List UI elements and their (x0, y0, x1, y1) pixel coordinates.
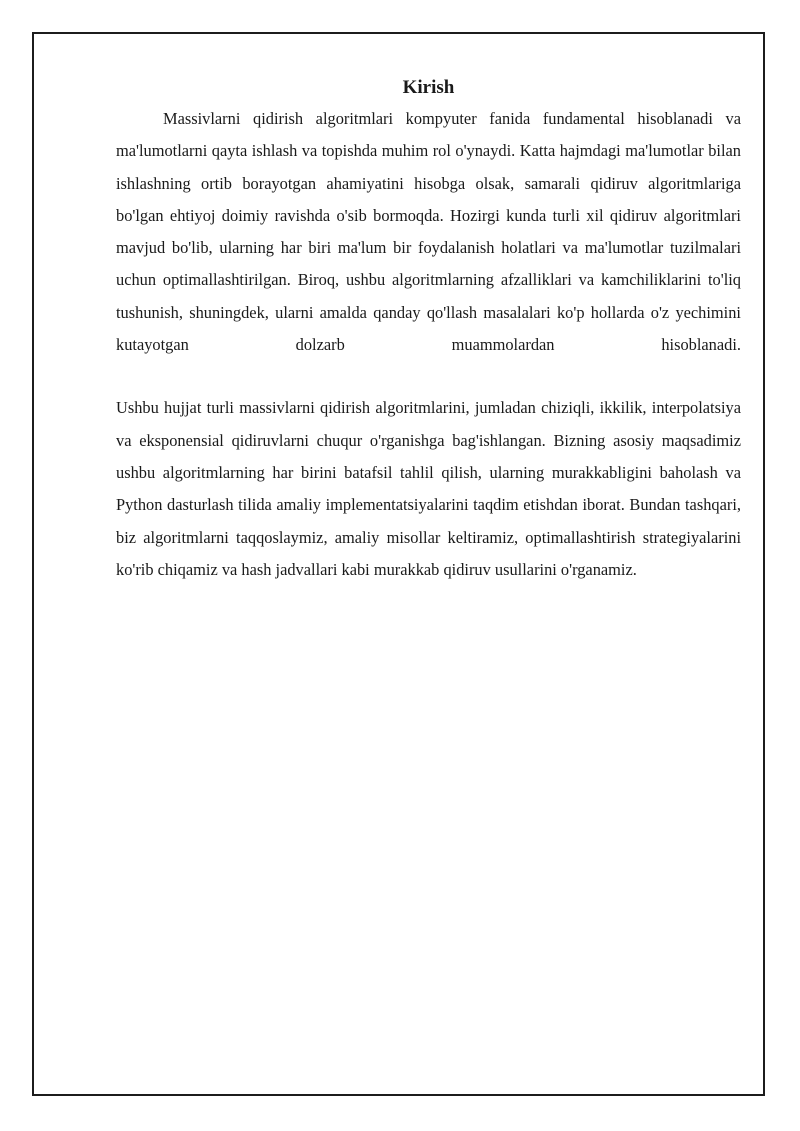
document-body (116, 73, 741, 586)
paragraph-intro: Massivlarni qidirish algoritmlari kompyuter fanida fundamental hisoblanadi va ma'lumotlarni qayta ishlash va topishda muhim rol o'ynaydi. Katta hajmdagi ma'lumotlar bilan ishlashning ortib borayotgan ahamiyatini hisobga olsak, samarali qidiruv algoritmlariga bo'lgan ehtiyoj doimiy ravishda o'sib bormoqda. Hozirgi kunda turli xil qidiruv algoritmlari mavjud bo'lib, ularning har biri ma'lum bir foydalanish holatlari va ma'lumotlar tuzilmalari uchun optimallashtirilgan. Biroq, ushbu algoritmlarning afzalliklari va kamchiliklarini to'liq tushunish, shuningdek, ularni amalda qanday qo'llash masalalari ko'p hollarda o'z yechimini kutayotgan dolzarb muammolardan hisoblanadi. (116, 109, 741, 355)
page-title: Kirish (402, 77, 455, 98)
paragraph-scope: Ushbu hujjat turli massivlarni qidirish algoritmlarini, jumladan chiziqli, ikkilik, interpolatsiya va eksponensial qidiruvlarni chuqur o'rganishga bag'ishlangan. Bizning asosiy maqsadimiz ushbu algoritmlarning har birini batafsil tahlil qilish, ularning murakkabligini baholash va Python dasturlash tilida amaliy implementatsiyalarini taqdim etishdan iborat. Bundan tashqari, biz algoritmlarni taqqoslaymiz, amaliy misollar keltiramiz, optimallashtirish strategiyalarini ko'rib chiqamiz va hash jadvallari kabi murakkab qidiruv usullarini o'rganamiz. (116, 398, 741, 579)
paragraph-spacer (116, 361, 741, 392)
